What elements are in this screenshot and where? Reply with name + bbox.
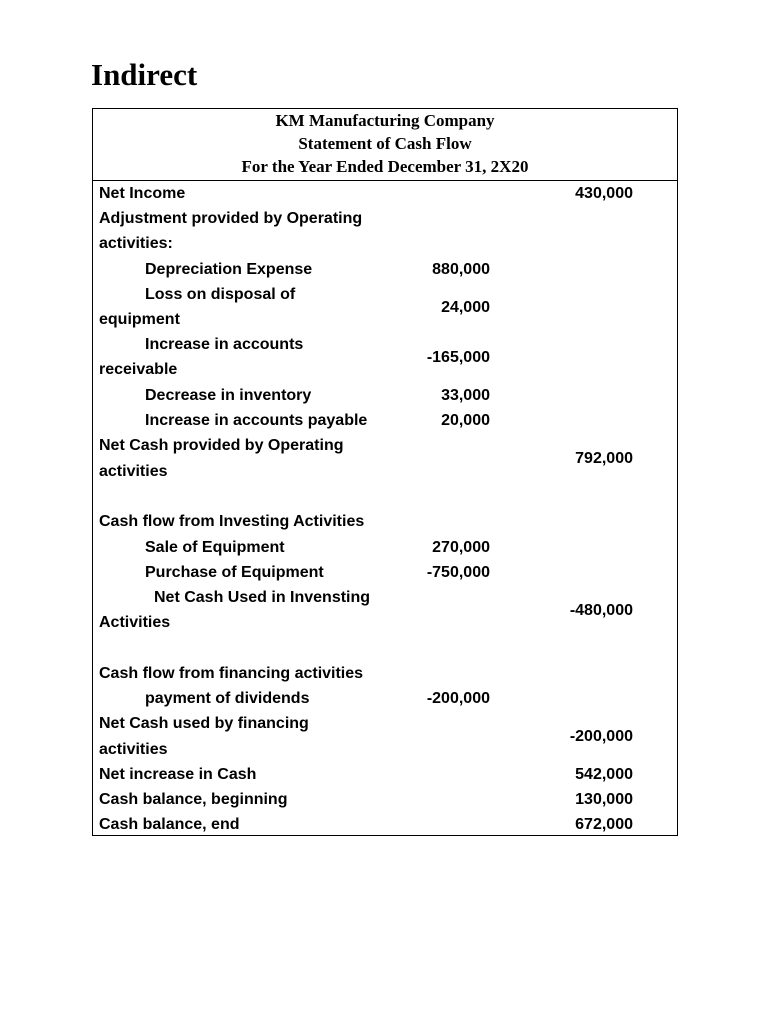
net-income-label: Net Income	[99, 185, 186, 202]
increase-ar-label-line1: Increase in accounts	[145, 336, 304, 353]
statement-header	[93, 109, 677, 181]
depreciation-amount: 880,000	[432, 261, 490, 278]
net-increase-total: 542,000	[575, 766, 633, 783]
net-income-total: 430,000	[575, 185, 633, 202]
decrease-inventory-label: Decrease in inventory	[145, 387, 312, 404]
net-investing-total: -480,000	[569, 602, 633, 619]
net-financing-total: -200,000	[569, 728, 633, 745]
investing-heading: Cash flow from Investing Activities	[99, 513, 365, 530]
loss-on-disposal-label-line2: equipment	[99, 311, 180, 328]
increase-ar-label-line2: receivable	[99, 361, 178, 378]
adjustments-heading-line2: activities:	[99, 235, 173, 252]
purchase-equipment-amount: -750,000	[426, 564, 490, 581]
cash-beginning-total: 130,000	[575, 791, 633, 808]
cash-end-total: 672,000	[575, 816, 633, 833]
cash-flow-statement-table	[92, 108, 678, 836]
net-increase-label: Net increase in Cash	[99, 766, 257, 783]
dividends-amount: -200,000	[426, 690, 490, 707]
company-name: KM Manufacturing Company	[275, 111, 495, 130]
net-investing-label-line1: Net Cash Used in Invensting	[154, 589, 371, 606]
increase-ap-amount: 20,000	[441, 412, 490, 429]
decrease-inventory-amount: 33,000	[441, 387, 490, 404]
loss-on-disposal-amount: 24,000	[441, 299, 490, 316]
net-financing-label-line2: activities	[99, 741, 168, 758]
net-operating-label-line2: activities	[99, 463, 168, 480]
statement-title: Statement of Cash Flow	[298, 134, 472, 153]
sale-equipment-label: Sale of Equipment	[145, 539, 285, 556]
depreciation-label: Depreciation Expense	[145, 261, 313, 278]
net-operating-total: 792,000	[575, 450, 633, 467]
adjustments-heading-line1: Adjustment provided by Operating	[99, 210, 363, 227]
cash-end-label: Cash balance, end	[99, 816, 240, 833]
increase-ar-amount: -165,000	[426, 349, 490, 366]
page-heading: Indirect	[91, 57, 198, 92]
statement-period: For the Year Ended December 31, 2X20	[241, 157, 529, 176]
cash-beginning-label: Cash balance, beginning	[99, 791, 288, 808]
increase-ap-label: Increase in accounts payable	[145, 412, 368, 429]
purchase-equipment-label: Purchase of Equipment	[145, 564, 324, 581]
loss-on-disposal-label-line1: Loss on disposal of	[145, 286, 296, 303]
financing-heading: Cash flow from financing activities	[99, 665, 364, 682]
net-investing-label-line2: Activities	[99, 614, 171, 631]
net-financing-label-line1: Net Cash used by financing	[99, 715, 309, 732]
dividends-label: payment of dividends	[145, 690, 310, 707]
net-operating-label-line1: Net Cash provided by Operating	[99, 437, 344, 454]
sale-equipment-amount: 270,000	[432, 539, 490, 556]
